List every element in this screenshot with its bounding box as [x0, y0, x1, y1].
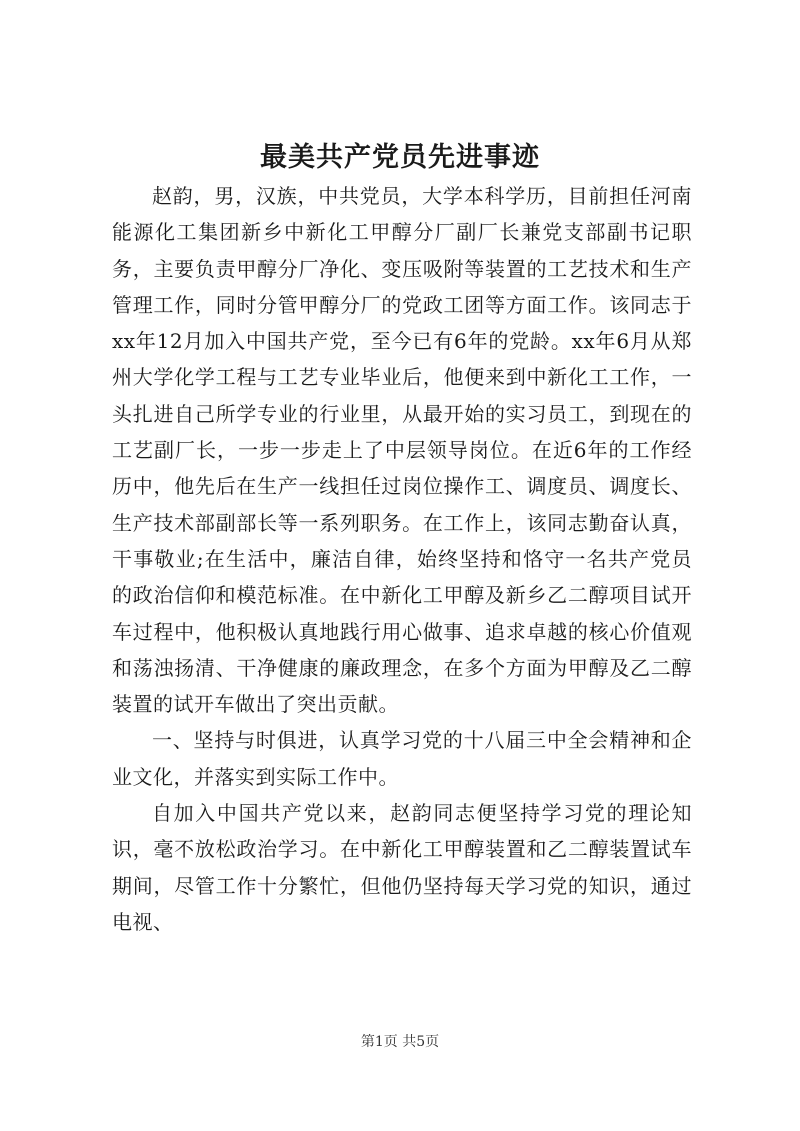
paragraph-intro: 赵韵，男，汉族，中共党员，大学本科学历，目前担任河南能源化工集团新乡中新化工甲醇分厂副厂长兼党支部副书记职务，主要负责甲醇分厂净化、变压吸附等装置的工艺技术和生产管理工作，同时分管甲醇分厂的党政工团等方面工作。该同志于xx年12月加入中国共产党，至今已有6年的党龄。xx年6月从郑州大学化学工程与工艺专业毕业后，他便来到中新化工工作，一头扎进自己所学专业的行业里，从最开始的实习员工，到现在的工艺副厂长，一步一步走上了中层领导岗位。在近6年的工作经历中，他先后在生产一线担任过岗位操作工、调度员、调度长、生产技术部副部长等一系列职务。在工作上，该同志勤奋认真，干事敬业;在生活中，廉洁自律，始终坚持和恪守一名共产党员的政治信仰和模范标准。在中新化工甲醇及新乡乙二醇项目试开车过程中，他积极认真地践行用心做事、追求卓越的核心价值观和荡浊扬清、干净健康的廉政理念，在多个方面为甲醇及乙二醇装置的试开车做出了突出贡献。: [112, 184, 692, 717]
document-title: 最美共产党员先进事迹: [260, 142, 540, 173]
paragraph-study: 自加入中国共产党以来，赵韵同志便坚持学习党的理论知识，毫不放松政治学习。在中新化工甲醇装置和乙二醇装置试车期间，尽管工作十分繁忙，但他仍坚持每天学习党的知识，通过电视、: [112, 801, 692, 934]
page-number-footer: 第1页 共5页: [360, 1034, 440, 1050]
paragraph-section-heading: 一、坚持与时俱进，认真学习党的十八届三中全会精神和企业文化，并落实到实际工作中。: [112, 728, 692, 789]
document-body: [112, 178, 692, 940]
